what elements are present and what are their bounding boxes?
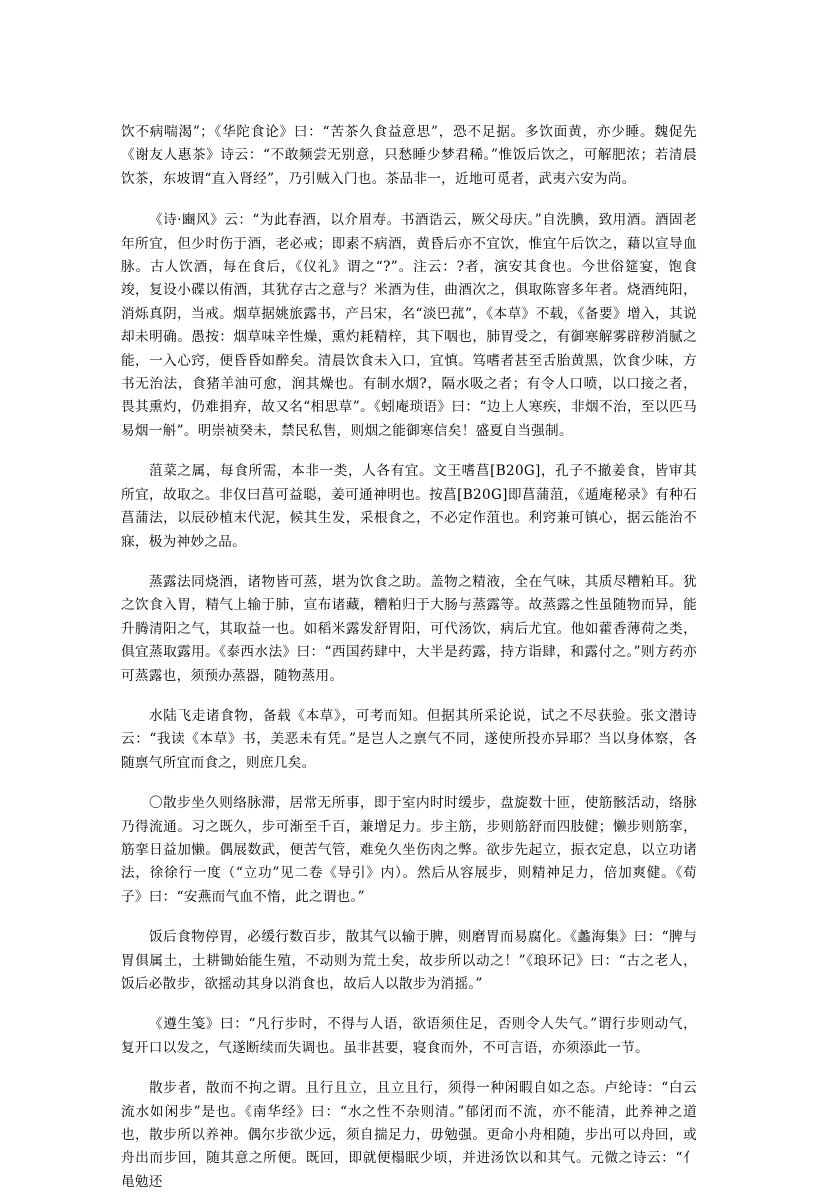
- paragraph-8: 《遵生笺》曰：“凡行步时，不得与人语，欲语须住足，否则令人失气。”谓行步则动气，复开口以发之，气遂断续而失调也。虽非甚要，寝食而外，不可言语，亦须添此一节。: [121, 1016, 697, 1056]
- paragraph-3: 菹菜之属，每食所需，本非一类，人各有宜。文王嗜菖[B20G]，孔子不撤姜食，皆审其所宜，故取之。非仅曰菖可益聪，姜可通神明也。按菖[B20G]即菖蒲菹，《遁庵秘录》有种石菖蒲法，以辰砂植末代泥，候其生发，采根食之，不必定作菹也。利窍兼可镇心，据云能治不寐，极为神妙之品。: [121, 463, 697, 550]
- paragraph-7: 饭后食物停胃，必缓行数百步，散其气以输于脾，则磨胃而易腐化。《蠡海集》曰：“脾与胃俱属土，土耕锄始能生殖，不动则为荒土矣，故步所以动之！”《琅环记》曰：“古之老人，饭后必散步，欲摇动其身以消食也，故后人以散步为消摇。”: [121, 929, 697, 992]
- paragraph-5: 水陆飞走诸食物，备载《本草》，可考而知。但据其所采论说，试之不尽获验。张文潜诗云：“我读《本草》书，美恶未有凭。”是岂人之禀气不同，遂使所投亦异耶？当以身体察，各随禀气所宜而食之，则庶几矣。: [121, 707, 697, 771]
- document-page: [121, 121, 697, 1194]
- paragraph-2: 《诗·豳风》云：“为此春酒，以介眉寿。书酒诰云，厥父母庆。”自洗腆，致用酒。酒固老年所宜，但少时伤于酒，老必戒；即素不病酒，黄昏后亦不宜饮，惟宜午后饮之，藉以宣导血脉。古人饮酒，每在食后，《仪礼》谓之“?”。注云：?者，演安其食也。今世俗筵宴，饱食竣，复设小碟以侑酒，其犹存古之意与？米酒为佳，曲酒次之，俱取陈窨多年者。烧酒纯阳，消烁真阴，当戒。烟草据姚旅露书，产吕宋，名“淡巴菰”，《本草》不载，《备要》增入，其说却未明确。愚按：烟草味辛性燥，熏灼耗精梓，其下咽也，肺胃受之，有御寒解雾辟秽消腻之能，一入心窍，便昏昏如醉矣。清晨饮食未入口，宜慎。笃嗜者甚至舌胎黄黑，饮食少味，方书无治法，食猪羊油可愈，润其燥也。有制水烟?，隔水吸之者；有令人口喷，以口接之者，畏其熏灼，仍难捐弃，故又名“相思草”。《蚓庵琐语》曰：“边上人寒疾，非烟不治，至以匹马易烟一斛”。明崇祯癸未，禁民私售，则烟之能御寒信矣！盛夏自当强制。: [121, 212, 697, 439]
- paragraph-6: 〇散步坐久则络脉滞，居常无所事，即于室内时时缓步，盘旋数十匝，使筋骸活动，络脉乃得流通。习之既久，步可渐至千百，兼增足力。步主筋，步则筋舒而四肢健；懒步则筋挛，筋挛日益加懒。偶展数武，便苦气管，难免久坐伤肉之弊。欲步先起立，振衣定息，以立功诸法，徐徐行一度（“立功”见二卷《导引》内）。然后从容展步，则精神足力，倍加爽健。《荀子》曰：“安燕而气血不惰，此之谓也。”: [121, 795, 697, 905]
- paragraph-9: 散步者，散而不拘之谓。且行且立，且立且行，须得一种闲暇自如之态。卢纶诗：“白云流水如闲步”是也。《南华经》曰：“水之性不杂则清。”郁闭而不流，亦不能清，此养神之道也，散步所以养神。偶尔步欲少远，须自揣足力，毋勉强。更命小舟相随，步出可以舟回，或舟出而步回，随其意之所便。既回，即就便榻眠少顷，并进汤饮以和其气。元微之诗云：“亻 黾勉还: [121, 1080, 697, 1190]
- paragraph-1: 饮不病喘渴”；《华陀食论》曰：“苦茶久食益意思”，恐不足据。多饮面黄，亦少睡。魏促先《谢友人惠茶》诗云：“不敢频尝无别意，只愁睡少梦君稀。”惟饭后饮之，可解肥浓；若清晨饮茶，东坡谓“直入肾经”，乃引贼入门也。茶品非一，近地可觅者，武夷六安为尚。: [121, 124, 697, 187]
- paragraph-4: 蒸露法同烧酒，诸物皆可蒸，堪为饮食之助。盖物之精液，全在气味，其质尽糟粕耳。犹之饮食入胃，精气上输于肺，宣布诸藏，糟粕归于大肠与蒸露等。故蒸露之性虽随物而异，能升腾清阳之气，其取益一也。如稻米露发舒胃阳，可代汤饮，病后尤宜。他如藿香薄荷之类，俱宜蒸取露用。《泰西水法》曰：“西国药肆中，大半是药露，持方诣肆，和露付之。”则方药亦可蒸露也，须预办蒸器，随物蒸用。: [121, 573, 697, 684]
